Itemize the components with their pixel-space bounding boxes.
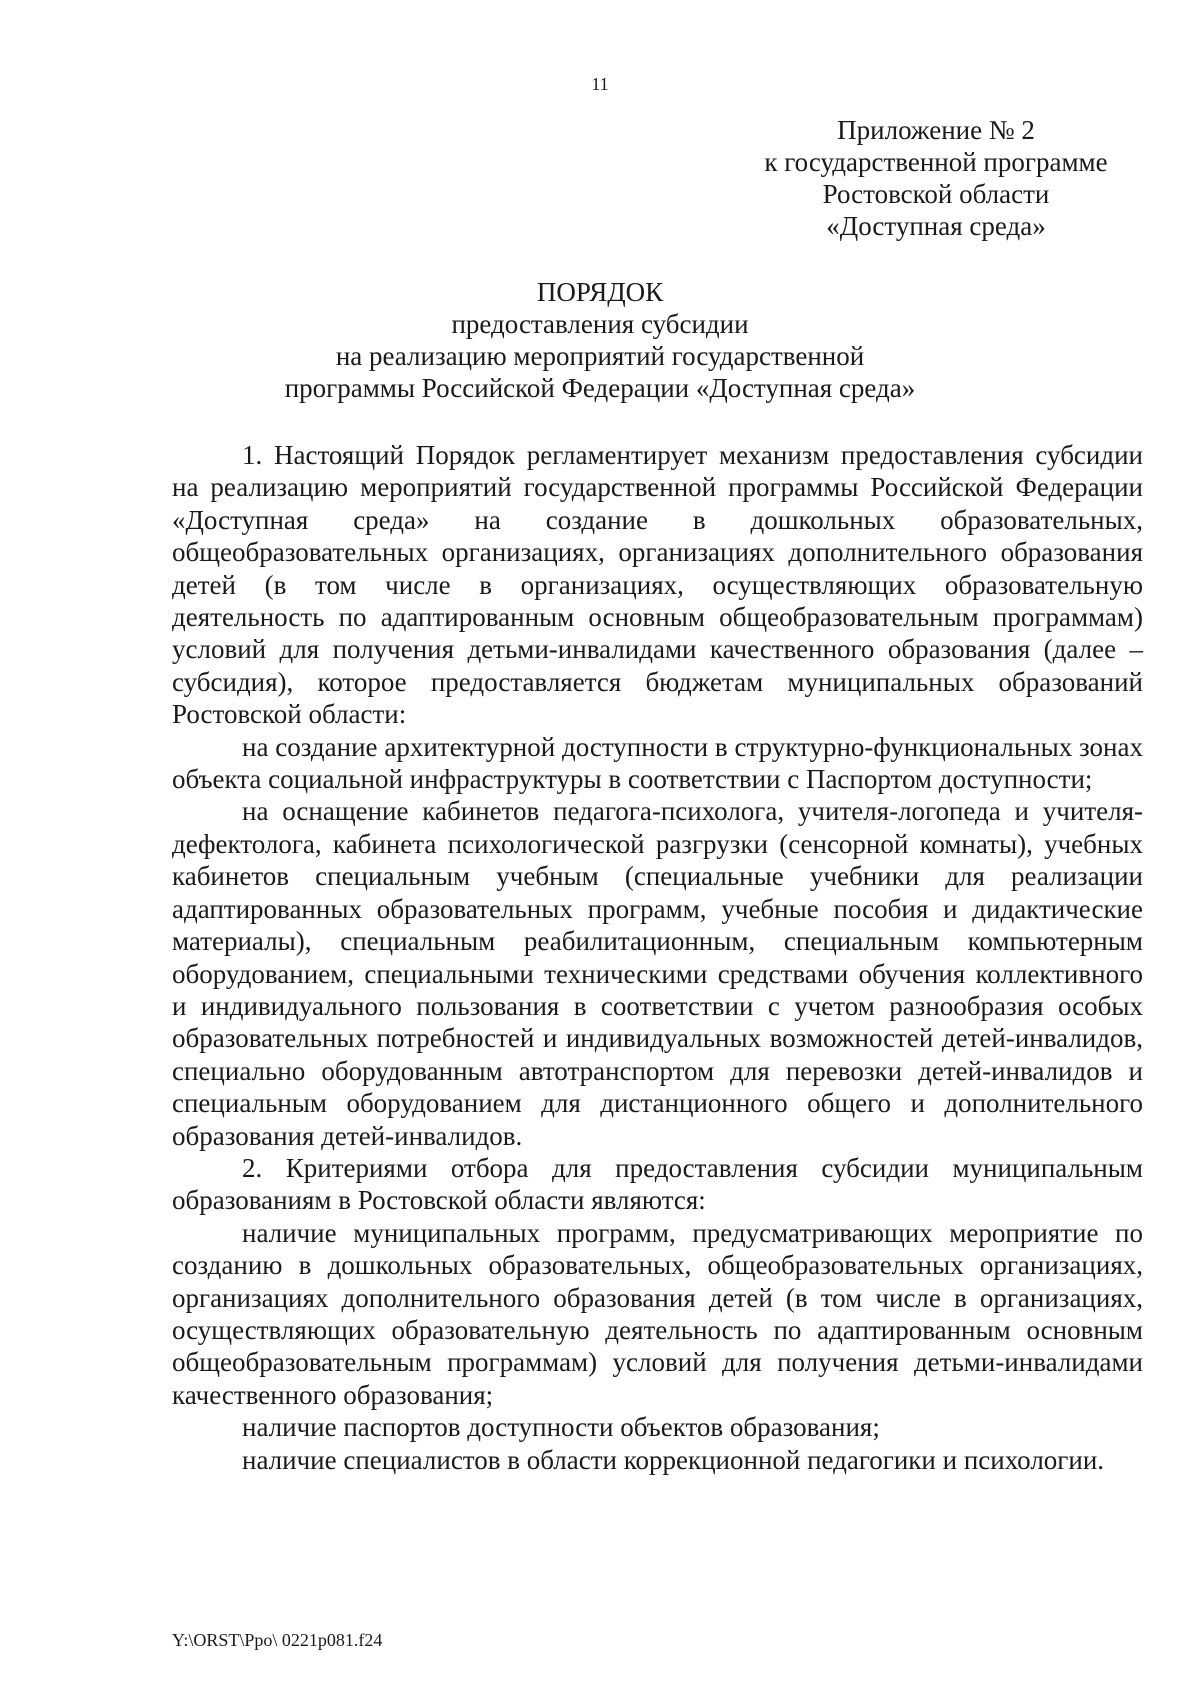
paragraph: на создание архитектурной доступности в структурно-функциональных зонах объекта социальной инфраструктуры в соответствии с Паспортом доступности; bbox=[172, 731, 1143, 795]
paragraph: на оснащение кабинетов педагога-психолога, учителя-логопеда и учителя-дефектолога, кабинета психологической разгрузки (сенсорной комнаты), учебных кабинетов специальным учебным (специальные учебники для реализации адаптированных образовательных программ, учебные пособия и дидактические материалы), специальным реабилитационным, специальным компьютерным оборудованием, специальными техническими средствами обучения коллективного и индивидуального пользования в соответствии с учетом разнообразия особых образовательных потребностей и индивидуальных возможностей детей-инвалидов, специально оборудованным автотранспортом для перевозки детей-инвалидов и специальным оборудованием для дистанционного общего и дополнительного образования детей-инвалидов. bbox=[172, 796, 1143, 1151]
paragraph: наличие муниципальных программ, предусматривающих мероприятие по созданию в дошкольных образовательных, общеобразовательных организациях, организациях дополнительного образования детей (в том числе в организациях, осуществляющих образовательную деятельность по адаптированным основным общеобразовательным программам) условий для получения детьми-инвалидами качественного образования; bbox=[172, 1217, 1143, 1410]
title-line: программы Российской Федерации «Доступная среда» bbox=[284, 373, 916, 403]
paragraph: наличие специалистов в области коррекционной педагогики и психологии. bbox=[242, 1444, 1105, 1475]
page-number: 11 bbox=[591, 74, 609, 94]
appendix-line: «Доступная среда» bbox=[826, 211, 1046, 241]
footer-file-path: Y:\ORST\Ppo\ 0221p081.f24 bbox=[172, 1630, 383, 1650]
paragraph: 2. Критериями отбора для предоставления субсидии муниципальным образованиям в Ростовской области являются: bbox=[172, 1152, 1143, 1216]
document-title bbox=[0, 276, 1200, 404]
appendix-header bbox=[746, 114, 1126, 242]
paragraph: 1. Настоящий Порядок регламентирует механизм предоставления субсидии на реализацию мероприятий государственной программы Российской Федерации «Доступная среда» на создание в дошкольных образовательных, общеобразовательных организациях, организациях дополнительного образования детей (в том числе в организациях, осуществляющих образовательную деятельность по адаптированным основным общеобразовательным программам) условий для получения детьми-инвалидами качественного образования (далее – субсидия), которое предоставляется бюджетам муниципальных образований Ростовской области: bbox=[172, 440, 1143, 730]
appendix-line: Ростовской области bbox=[822, 179, 1050, 209]
appendix-line: к государственной программе bbox=[764, 147, 1108, 177]
title-line: на реализацию мероприятий государственной bbox=[335, 341, 865, 371]
document-body bbox=[172, 439, 1143, 1476]
paragraph: наличие паспортов доступности объектов образования; bbox=[242, 1412, 880, 1443]
appendix-line: Приложение № 2 bbox=[837, 115, 1035, 145]
title-line: предоставления субсидии bbox=[451, 309, 749, 339]
title-heading: ПОРЯДОК bbox=[536, 277, 664, 307]
